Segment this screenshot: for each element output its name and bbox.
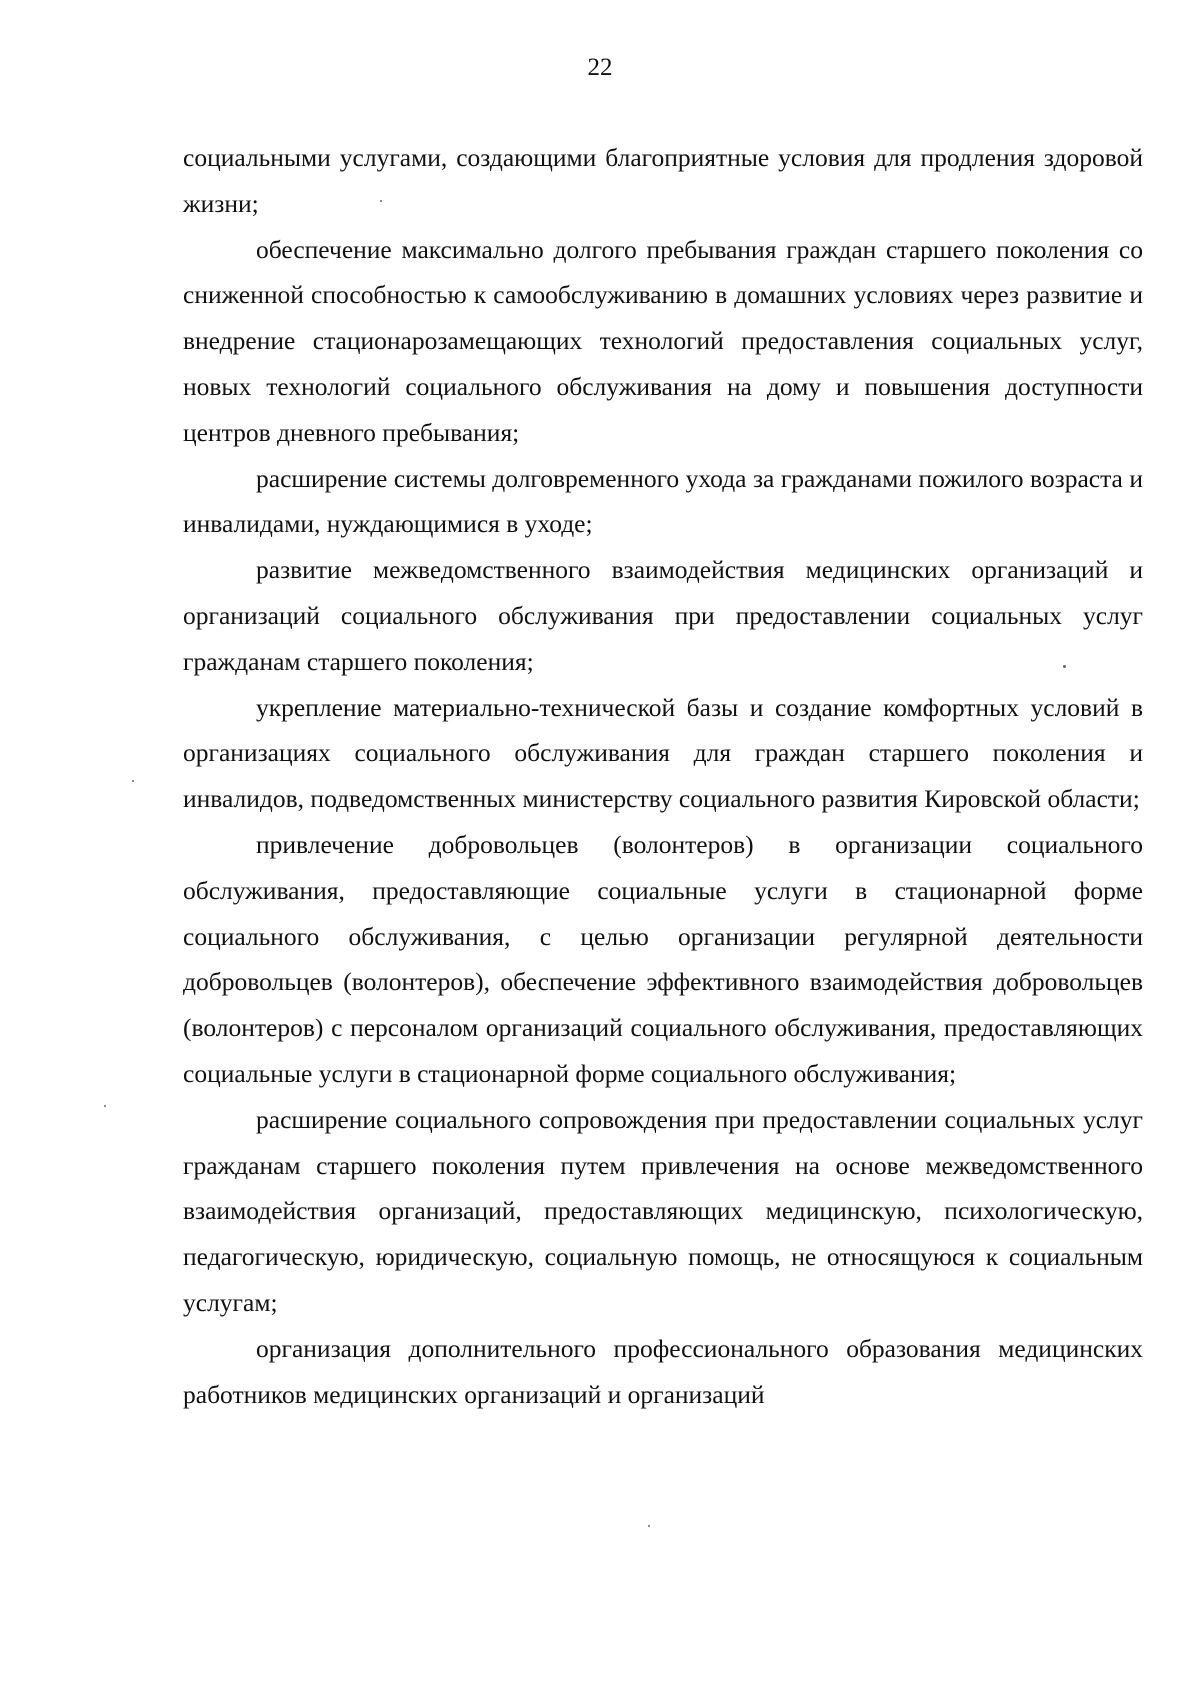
paragraph: укрепление материально-технической базы и создание комфортных условий в организациях социального обслуживания для граждан старшего поколения и инвалидов, подведомственных министерству социального развития Кировской области; bbox=[183, 692, 1143, 814]
scan-speck bbox=[648, 1525, 650, 1527]
paragraph: обеспечение максимально долгого пребывания граждан старшего поколения со сниженной способностью к самообслуживанию в домашних условиях через развитие и внедрение стационарозамещающих технологий предоставления социальных услуг, новых технологий социального обслуживания на дому и повышения доступности центров дневного пребывания; bbox=[183, 234, 1143, 447]
paragraph: расширение социального сопровождения при предоставлении социальных услуг гражданам старшего поколения путем привлечения на основе межведомственного взаимодействия организаций, предоставляющих медицинскую, психологическую, педагогическую, юридическую, социальную помощь, не относящуюся к социальным услугам; bbox=[183, 1104, 1143, 1317]
paragraph: расширение системы долговременного ухода за гражданами пожилого возраста и инвалидами, нуждающимися в уходе; bbox=[183, 463, 1143, 539]
paragraph-continuation: социальными услугами, создающими благоприятные условия для продления здоровой жизни; bbox=[183, 143, 1143, 218]
document-body bbox=[183, 135, 1143, 1417]
scan-speck bbox=[104, 1105, 106, 1107]
scan-speck bbox=[1063, 665, 1066, 668]
paragraph: развитие межведомственного взаимодействия медицинских организаций и организаций социального обслуживания при предоставлении социальных услуг гражданам старшего поколения; bbox=[183, 555, 1143, 676]
page-number: 22 bbox=[587, 54, 613, 81]
paragraph: привлечение добровольцев (волонтеров) в организации социального обслуживания, предоставляющие социальные услуги в стационарной форме социального обслуживания, с целью организации регулярной деятельности добровольцев (волонтеров), обеспечение эффективного взаимодействия добровольцев (волонтеров) с персоналом организаций социального обслуживания, предоставляющих социальные услуги в стационарной форме социального обслуживания; bbox=[183, 829, 1143, 1088]
paragraph: организация дополнительного профессионального образования медицинских работников медицинских организаций и организаций bbox=[183, 1333, 1143, 1409]
scan-speck bbox=[380, 200, 382, 202]
scan-speck bbox=[132, 780, 134, 782]
